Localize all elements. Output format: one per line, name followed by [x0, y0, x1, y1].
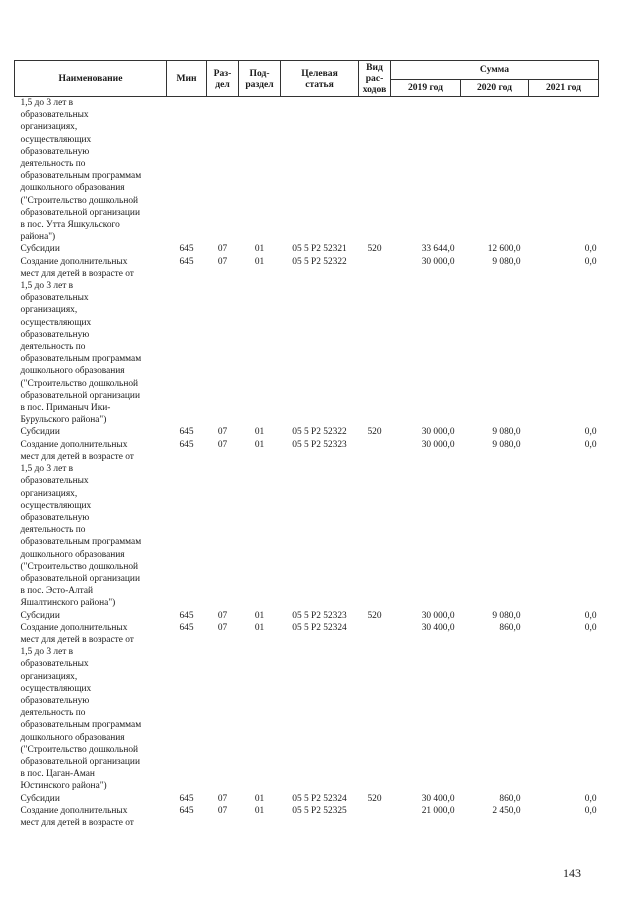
row-sum-2020: 860,0 — [499, 793, 521, 804]
row-podrazdel: 01 — [254, 622, 265, 633]
row-name: Создание дополнительных мест для детей в возрасте от 1,5 до 3 лет в образовательных организациях, осуществляющих образовательную деятельность по образовательным программам дошкольного образования ("Строительство дошкольной образовательной организации в пос. Цаган-Аман Юстинского района") — [20, 622, 142, 792]
row-vid — [359, 97, 391, 244]
row-sum-2020: 9 080,0 — [492, 256, 521, 267]
table-row — [15, 426, 599, 438]
row-sum-2019: 21 000,0 — [421, 805, 455, 816]
row-podrazdel: 01 — [254, 256, 265, 267]
row-vid: 520 — [367, 793, 382, 804]
row-name: Создание дополнительных мест для детей в возрасте от — [20, 805, 134, 828]
row-sum-2020: 9 080,0 — [492, 610, 521, 621]
row-target: 05 5 P2 52324 — [292, 622, 347, 633]
header-min: Мин — [167, 61, 207, 97]
row-podrazdel: 01 — [254, 439, 265, 450]
row-sum-2020: 860,0 — [499, 622, 521, 633]
row-target — [281, 97, 359, 244]
row-min — [167, 97, 207, 244]
header-sum-group: Сумма — [391, 61, 599, 80]
row-min: 645 — [179, 622, 194, 633]
row-target: 05 5 P2 52324 — [292, 793, 347, 804]
row-sum-2019: 30 000,0 — [421, 439, 455, 450]
row-name: Субсидии — [20, 793, 60, 804]
row-podrazdel — [239, 97, 281, 244]
row-name: 1,5 до 3 лет в образовательных организациях, осуществляющих образовательную деятельность по образовательным программам дошкольного образования ("Строительство дошкольной образовательной организации в пос. Утта Яшкульского района") — [20, 98, 142, 243]
row-min: 645 — [179, 793, 194, 804]
row-sum-2019: 30 400,0 — [421, 622, 455, 633]
row-vid: 520 — [367, 244, 382, 255]
table-row — [15, 622, 599, 793]
row-target: 05 5 P2 52322 — [292, 256, 347, 267]
row-sum-2019: 33 644,0 — [421, 244, 455, 255]
row-razdel: 07 — [217, 805, 228, 816]
row-sum-2019: 30 000,0 — [421, 610, 455, 621]
row-razdel: 07 — [217, 427, 228, 438]
row-target: 05 5 P2 52321 — [292, 244, 347, 255]
table-body — [15, 97, 599, 830]
row-min: 645 — [179, 256, 194, 267]
table-row — [15, 793, 599, 805]
row-sum-2019: 30 000,0 — [421, 256, 455, 267]
row-name: Субсидии — [20, 427, 60, 438]
row-name: Создание дополнительных мест для детей в возрасте от 1,5 до 3 лет в образовательных организациях, осуществляющих образовательную деятельность по образовательным программам дошкольного образования ("Строительство дошкольной образовательной организации в пос. Приманыч Ики- Бурульского района") — [20, 256, 142, 426]
row-target: 05 5 P2 52323 — [292, 610, 347, 621]
row-sum-2019 — [391, 97, 461, 244]
row-min: 645 — [179, 805, 194, 816]
row-sum-2020: 12 600,0 — [487, 244, 521, 255]
header-2021: 2021 год — [529, 79, 599, 97]
table-row — [15, 256, 599, 427]
row-podrazdel: 01 — [254, 244, 265, 255]
header-podrazdel: Под- раздел — [239, 61, 281, 97]
row-target: 05 5 P2 52322 — [292, 427, 347, 438]
row-name: Субсидии — [20, 610, 60, 621]
row-sum-2020 — [461, 97, 529, 244]
row-sum-2021: 0,0 — [584, 793, 597, 804]
row-razdel: 07 — [217, 793, 228, 804]
row-vid — [359, 805, 391, 829]
header-2019: 2019 год — [391, 79, 461, 97]
row-razdel: 07 — [217, 256, 228, 267]
row-vid — [359, 439, 391, 610]
document-page — [14, 60, 598, 829]
table-header — [15, 61, 599, 97]
row-sum-2019: 30 400,0 — [421, 793, 455, 804]
row-podrazdel: 01 — [254, 427, 265, 438]
row-sum-2020: 2 450,0 — [492, 805, 521, 816]
table-row — [15, 97, 599, 244]
row-razdel: 07 — [217, 610, 228, 621]
row-sum-2020: 9 080,0 — [492, 439, 521, 450]
row-podrazdel: 01 — [254, 610, 265, 621]
header-razdel: Раз- дел — [207, 61, 239, 97]
row-vid: 520 — [367, 610, 382, 621]
header-2020: 2020 год — [461, 79, 529, 97]
row-min: 645 — [179, 427, 194, 438]
row-podrazdel: 01 — [254, 793, 265, 804]
budget-table — [14, 60, 599, 829]
row-sum-2020: 9 080,0 — [492, 427, 521, 438]
row-name: Создание дополнительных мест для детей в возрасте от 1,5 до 3 лет в образовательных организациях, осуществляющих образовательную деятельность по образовательным программам дошкольного образования ("Строительство дошкольной образовательной организации в пос. Эсто-Алтай Яшалтинского района") — [20, 439, 142, 609]
table-row — [15, 805, 599, 829]
row-sum-2021: 0,0 — [584, 439, 597, 450]
row-target: 05 5 P2 52323 — [292, 439, 347, 450]
row-min: 645 — [179, 610, 194, 621]
row-vid: 520 — [367, 427, 382, 438]
row-sum-2021: 0,0 — [584, 622, 597, 633]
row-min: 645 — [179, 244, 194, 255]
table-row — [15, 610, 599, 622]
page-number: 143 — [563, 866, 581, 880]
row-razdel — [207, 97, 239, 244]
row-sum-2021: 0,0 — [584, 805, 597, 816]
row-sum-2019: 30 000,0 — [421, 427, 455, 438]
row-razdel: 07 — [217, 244, 228, 255]
row-sum-2021: 0,0 — [584, 610, 597, 621]
row-vid — [359, 622, 391, 793]
row-podrazdel: 01 — [254, 805, 265, 816]
row-sum-2021: 0,0 — [584, 244, 597, 255]
header-name: Наименование — [15, 61, 167, 97]
row-vid — [359, 256, 391, 427]
row-name: Субсидии — [20, 244, 60, 255]
row-min: 645 — [179, 439, 194, 450]
header-target: Целевая статья — [281, 61, 359, 97]
header-vid: Вид рас- ходов — [359, 61, 391, 97]
row-razdel: 07 — [217, 439, 228, 450]
row-sum-2021: 0,0 — [584, 427, 597, 438]
table-row — [15, 243, 599, 255]
row-sum-2021 — [529, 97, 599, 244]
table-row — [15, 439, 599, 610]
row-razdel: 07 — [217, 622, 228, 633]
row-target: 05 5 P2 52325 — [292, 805, 347, 816]
row-sum-2021: 0,0 — [584, 256, 597, 267]
